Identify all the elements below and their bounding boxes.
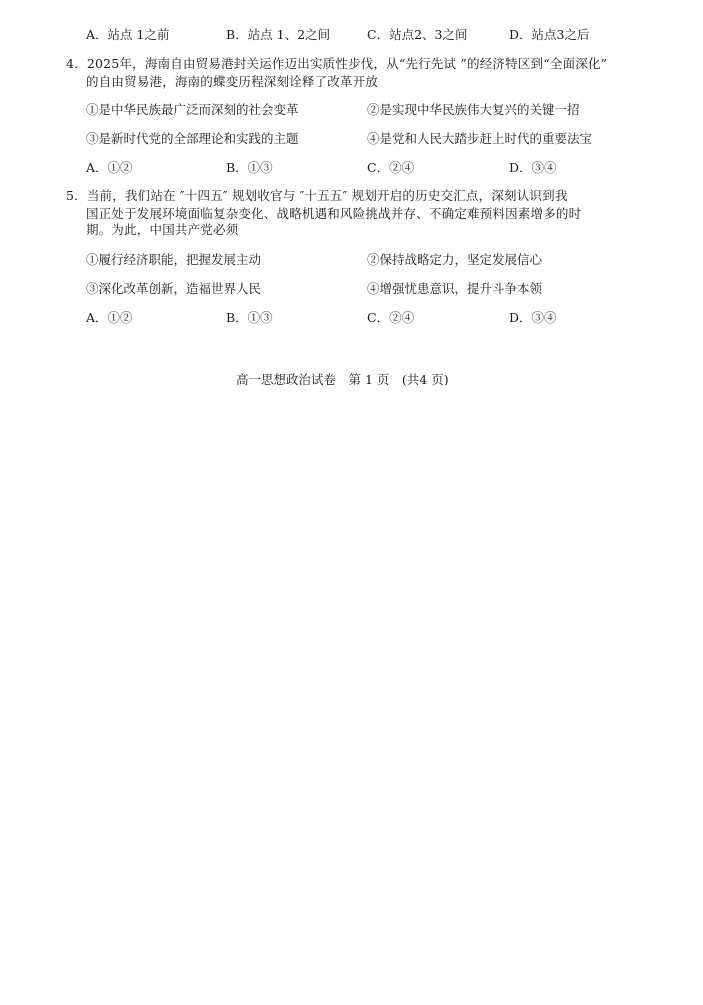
q3-option-d: D．站点3之后 xyxy=(509,27,590,42)
q5-option-c: C．②④ xyxy=(367,310,415,325)
q4-statement-2: ②是实现中华民族伟大复兴的关键一招 xyxy=(367,102,580,117)
q3-option-c: C．站点2、3之间 xyxy=(367,27,468,42)
q4-option-b: B．①③ xyxy=(226,160,273,175)
q5-statement-3: ③深化改革创新，造福世界人民 xyxy=(86,281,262,296)
q5-stem-line3: 期。为此，中国共产党必须 xyxy=(86,222,239,237)
q5-stem-line2: 国正处于发展环境面临复杂变化、战略机遇和风险挑战并存、不确定难预料因素增多的时 xyxy=(86,206,582,221)
q5-statement-4: ④增强忧患意识，提升斗争本领 xyxy=(367,281,543,296)
q3-option-a: A．站点 1之前 xyxy=(86,27,170,42)
q4-option-d: D．③④ xyxy=(509,160,557,175)
q5-option-d: D．③④ xyxy=(509,310,557,325)
q4-statement-1: ①是中华民族最广泛而深刻的社会变革 xyxy=(86,102,299,117)
q5-statement-2: ②保持战略定力，坚定发展信心 xyxy=(367,252,543,267)
q4-stem-line1: 4．2025年，海南自由贸易港封关运作迈出实质性步伐，从“先行先试 ”的经济特区到“全面深化” xyxy=(66,56,608,71)
q5-option-b: B．①③ xyxy=(226,310,273,325)
q3-option-b: B．站点 1、2之间 xyxy=(226,27,331,42)
q4-statement-3: ③是新时代党的全部理论和实践的主题 xyxy=(86,131,299,146)
page-footer: 高一思想政治试卷 第 1 页 (共4 页) xyxy=(236,372,449,387)
q5-statement-1: ①履行经济职能，把握发展主动 xyxy=(86,252,262,267)
q5-stem-line1: 5．当前，我们站在 ″十四五″ 规划收官与 ″十五五″ 规划开启的历史交汇点，深刻认识到我 xyxy=(66,188,568,203)
q4-option-c: C．②④ xyxy=(367,160,415,175)
q5-option-a: A．①② xyxy=(86,310,133,325)
q4-statement-4: ④是党和人民大踏步赶上时代的重要法宝 xyxy=(367,131,593,146)
q4-stem-line2: 的自由贸易港，海南的蝶变历程深刻诠释了改革开放 xyxy=(86,74,379,89)
q4-option-a: A．①② xyxy=(86,160,133,175)
